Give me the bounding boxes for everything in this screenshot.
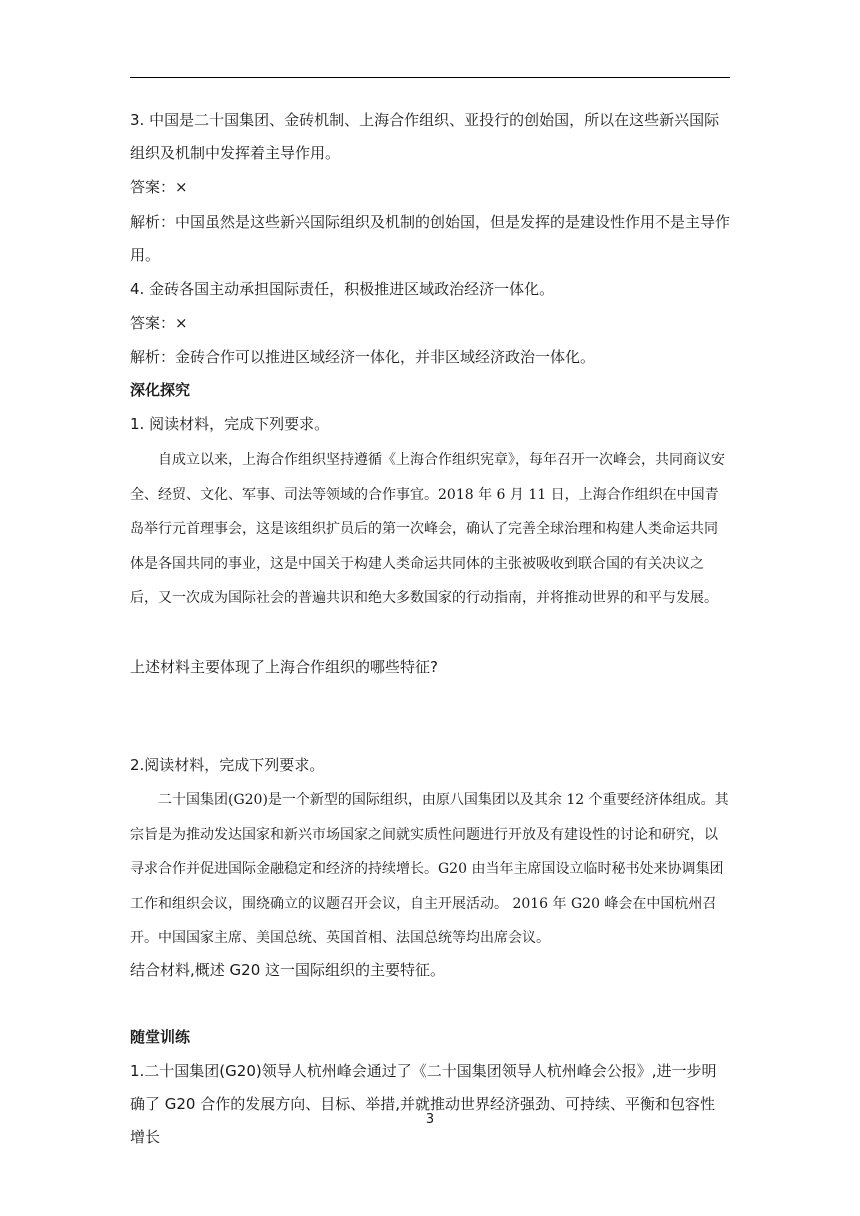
analysis-3: 解析：中国虽然是这些新兴国际组织及机制的创始国，但是发挥的是建设性作用不是主导作用。 (130, 213, 731, 264)
answer-4: 答案：× (130, 314, 188, 332)
page-number: 3 (425, 1112, 435, 1127)
deepen-q2-intro: 2.阅读材料，完成下列要求。 (130, 756, 325, 774)
answer-3: 答案：× (130, 178, 188, 196)
header-rule (130, 77, 730, 78)
question-4: 4. 金砖各国主动承担国际责任，积极推进区域政治经济一体化。 (130, 280, 555, 298)
deepen-q2-material: 二十国集团(G20)是一个新型的国际组织，由原八国集团以及其余 12 个重要经济体组成。其宗旨是为推动发达国家和新兴市场国家之间就实质性问题进行开放及有建设性的讨论和研究，以寻求合作并促进国际金融稳定和经济的持续增长。G20 由当年主席国设立临时秘书处来协调集团工作和组织会议，围绕确立的议题召开会议，自主开展活动。 2016 年 G20 峰会在中国杭州召开。中国国家主席、美国总统、英国首相、法国总统等均出席会议。 (130, 792, 729, 946)
deepen-q1-question: 上述材料主要体现了上海合作组织的哪些特征? (130, 658, 438, 676)
analysis-4: 解析：金砖合作可以推进区域经济一体化，并非区域经济政治一体化。 (130, 348, 596, 366)
section-heading-practice: 随堂训练 (130, 1028, 191, 1046)
section-heading-deepen: 深化探究 (130, 381, 191, 399)
deepen-q1-intro: 1. 阅读材料，完成下列要求。 (130, 415, 330, 433)
question-3: 3. 中国是二十国集团、金砖机制、上海合作组织、亚投行的创始国，所以在这些新兴国际组织及机制中发挥着主导作用。 (130, 111, 720, 162)
practice-q1: 1.二十国集团(G20)领导人杭州峰会通过了《二十国集团领导人杭州峰会公报》,进一步明确了 G20 合作的发展方向、目标、举措,并就推动世界经济强劲、可持续、平衡和包容性增长 (130, 1062, 717, 1146)
deepen-q1-material: 自成立以来，上海合作组织坚持遵循《上海合作组织宪章》，每年召开一次峰会，共同商议安全、经贸、文化、军事、司法等领域的合作事宜。2018 年 6 月 11 日，上海合作组织在中国青岛举行元首理事会，这是该组织扩员后的第一次峰会，确认了完善全球治理和构建人类命运共同体是各国共同的事业，这是中国关于构建人类命运共同体的主张被吸收到联合国的有关决议之后，又一次成为国际社会的普遍共识和绝大多数国家的行动指南，并将推动世界的和平与发展。 (130, 452, 725, 606)
deepen-q2-question: 结合材料,概述 G20 这一国际组织的主要特征。 (130, 961, 446, 979)
